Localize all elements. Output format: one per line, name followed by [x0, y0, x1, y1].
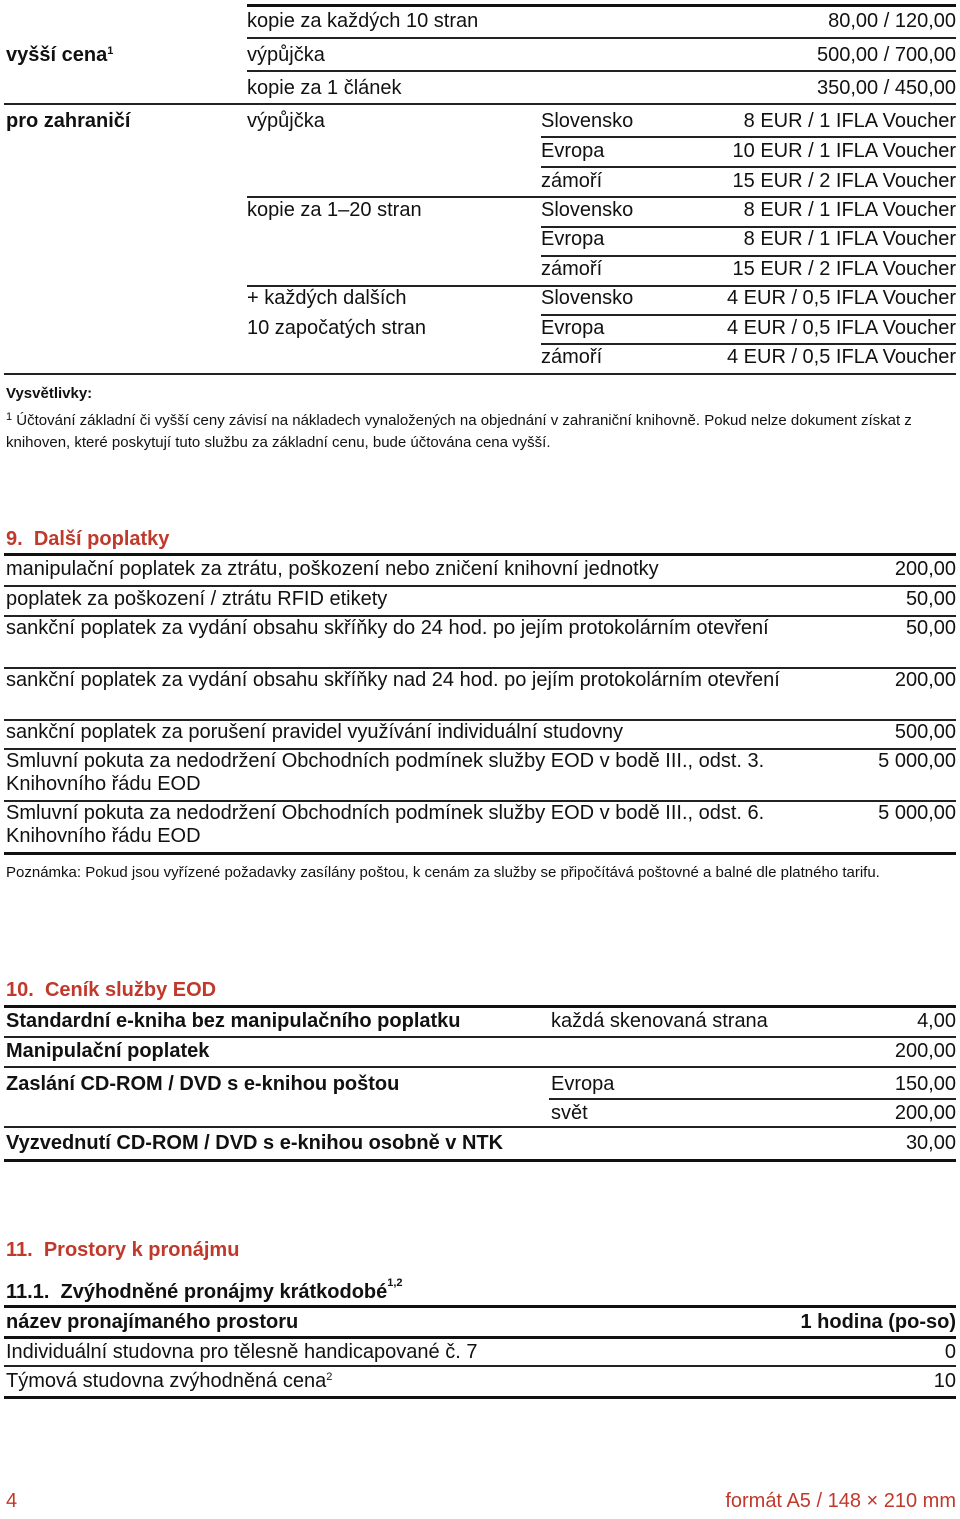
- row-region: Evropa: [541, 140, 605, 162]
- rental-row-rule: [4, 1396, 956, 1399]
- footnote-ref: 1: [107, 45, 114, 57]
- rental-name: Týmová studovna zvýhodněná cena$^2$: [6, 1370, 333, 1392]
- rental-rate: 10: [933, 1370, 956, 1392]
- row-price: 4 EUR / 0,5 IFLA Voucher: [726, 317, 956, 339]
- fee-price: 5 000,00: [878, 750, 956, 772]
- table-row-rule: [541, 314, 956, 316]
- row-item: výpůjčka: [247, 44, 325, 66]
- fee-price: 200,00: [894, 558, 956, 580]
- rental-rate: 0: [944, 1341, 956, 1363]
- row-price: 500,00 / 700,00: [816, 44, 956, 66]
- row-price: 4 EUR / 0,5 IFLA Voucher: [726, 346, 956, 368]
- section-9-heading: 9. Další poplatky: [6, 528, 170, 550]
- eod-detail: každá skenovaná strana: [551, 1010, 768, 1032]
- row-price: 80,00 / 120,00: [828, 10, 956, 32]
- table-row-rule: [541, 343, 956, 345]
- footnote-text: Účtování základní či vyšší ceny závisí na nákladech vynaložených na objednání v zahraniční knihovně. Pokud nelze dokument získat z knihoven, které poskytují tuto službu za základní cenu, bude účtována cena vyšší.: [6, 412, 912, 451]
- table-top-rule: [247, 4, 956, 7]
- section-11-1-heading: 11.1. Zvýhodněné pronájmy krátkodobé$^{1,2}$: [6, 1277, 403, 1303]
- table-row-rule: [247, 196, 956, 198]
- row-item: kopie za 1 článek: [247, 77, 402, 99]
- eod-row-rule: [4, 1126, 956, 1128]
- fee-description: poplatek za poškození / ztrátu RFID etikety: [6, 588, 388, 610]
- fee-price: 50,00: [905, 617, 956, 639]
- row-region: zámoří: [541, 346, 603, 368]
- eod-price: 4,00: [917, 1010, 956, 1032]
- page-number: 4: [6, 1490, 18, 1512]
- row-price: 4 EUR / 0,5 IFLA Voucher: [726, 287, 956, 309]
- fee-description: sankční poplatek za vydání obsahu skříňky nad 24 hod. po jejím protokolárním otevření: [6, 669, 780, 691]
- page-format: formát A5 / 148 × 210 mm: [725, 1490, 956, 1512]
- eod-row-rule: [4, 1159, 956, 1162]
- eod-row-rule: [4, 1036, 956, 1038]
- table-row-rule: [247, 285, 956, 287]
- row-price: 350,00 / 450,00: [816, 77, 956, 99]
- row-item: 10 započatých stran: [247, 317, 426, 339]
- row-item: výpůjčka: [247, 110, 325, 132]
- row-item: kopie za 1–20 stran: [247, 199, 422, 221]
- section-11-heading: 11. Prostory k pronájmu: [6, 1239, 240, 1261]
- eod-row-rule: [549, 1098, 956, 1100]
- section-10-heading: 10. Ceník služby EOD: [6, 979, 217, 1001]
- section-11-rule: [4, 1305, 956, 1308]
- row-label: pro zahraničí: [6, 110, 131, 132]
- fee-description: Smluvní pokuta za nedodržení Obchodních podmínek služby EOD v bodě III., odst. 3. Knihovního řádu EOD: [6, 750, 765, 795]
- rental-name: Individuální studovna pro tělesně handicapované č. 7: [6, 1341, 478, 1363]
- table-row-rule: [4, 103, 956, 105]
- table-row-rule: [541, 226, 956, 228]
- row-price: 8 EUR / 1 IFLA Voucher: [743, 228, 956, 250]
- fee-price: 200,00: [894, 669, 956, 691]
- eod-price: 30,00: [905, 1132, 956, 1154]
- table-row-rule: [541, 166, 956, 168]
- row-price: 8 EUR / 1 IFLA Voucher: [743, 110, 956, 132]
- footnote-ref: 2: [326, 1371, 333, 1383]
- row-price: 10 EUR / 1 IFLA Voucher: [732, 140, 956, 162]
- fee-row-rule: [4, 585, 956, 587]
- eod-label: Standardní e-kniha bez manipulačního poplatku: [6, 1010, 461, 1032]
- row-region: Evropa: [541, 228, 605, 250]
- eod-detail: Evropa: [551, 1073, 615, 1095]
- eod-price: 200,00: [894, 1040, 956, 1062]
- rental-header-name: název pronajímaného prostoru: [6, 1311, 299, 1333]
- eod-price: 150,00: [894, 1073, 956, 1095]
- table-row-rule: [541, 136, 956, 138]
- eod-detail: svět: [551, 1102, 588, 1124]
- row-region: Slovensko: [541, 199, 634, 221]
- row-region: zámoří: [541, 258, 603, 280]
- fee-row-rule: [4, 852, 956, 855]
- eod-price: 200,00: [894, 1102, 956, 1124]
- row-region: zámoří: [541, 170, 603, 192]
- fee-description: manipulační poplatek za ztrátu, poškození nebo zničení knihovní jednotky: [6, 558, 659, 580]
- row-region: Evropa: [541, 317, 605, 339]
- eod-label: Vyzvednutí CD-ROM / DVD s e-knihou osobně v NTK: [6, 1132, 504, 1154]
- row-price: 15 EUR / 2 IFLA Voucher: [732, 170, 956, 192]
- fee-description: Smluvní pokuta za nedodržení Obchodních podmínek služby EOD v bodě III., odst. 6. Knihovního řádu EOD: [6, 802, 765, 847]
- table-row-rule: [4, 373, 956, 375]
- fee-price: 500,00: [894, 721, 956, 743]
- eod-label: Manipulační poplatek: [6, 1040, 210, 1062]
- fee-description: sankční poplatek za vydání obsahu skříňky do 24 hod. po jejím protokolárním otevření: [6, 617, 769, 639]
- explanations-heading: Vysvětlivky:: [6, 385, 93, 402]
- rental-header-rule: [4, 1336, 956, 1339]
- row-price: 15 EUR / 2 IFLA Voucher: [732, 258, 956, 280]
- row-item: kopie za každých 10 stran: [247, 10, 479, 32]
- row-region: Slovensko: [541, 110, 634, 132]
- rental-header-rate: 1 hodina (po-so): [800, 1311, 956, 1333]
- table-row-rule: [541, 255, 956, 257]
- fee-description: sankční poplatek za porušení pravidel využívání individuální studovny: [6, 721, 624, 743]
- table-row-rule: [247, 70, 956, 72]
- row-price: 8 EUR / 1 IFLA Voucher: [743, 199, 956, 221]
- footnote-marker: 1: [6, 411, 13, 423]
- table-row-rule: [247, 37, 956, 39]
- row-region: Slovensko: [541, 287, 634, 309]
- section-10-rule: [4, 1005, 956, 1008]
- fee-price: 5 000,00: [878, 802, 956, 824]
- rental-row-rule: [4, 1365, 956, 1367]
- eod-label: Zaslání CD-ROM / DVD s e-knihou poštou: [6, 1073, 400, 1095]
- fee-price: 50,00: [905, 588, 956, 610]
- footnote-1: [6, 410, 946, 454]
- section-9-note: Poznámka: Pokud jsou vyřízené požadavky zasílány poštou, k cenám za služby se připočítává poštovné a balné dle platného tarifu.: [6, 864, 880, 881]
- row-label: vyšší cena$^1$: [6, 44, 114, 66]
- eod-row-rule: [4, 1066, 956, 1068]
- row-item: + každých dalších: [247, 287, 407, 309]
- section-9-rule: [4, 553, 956, 556]
